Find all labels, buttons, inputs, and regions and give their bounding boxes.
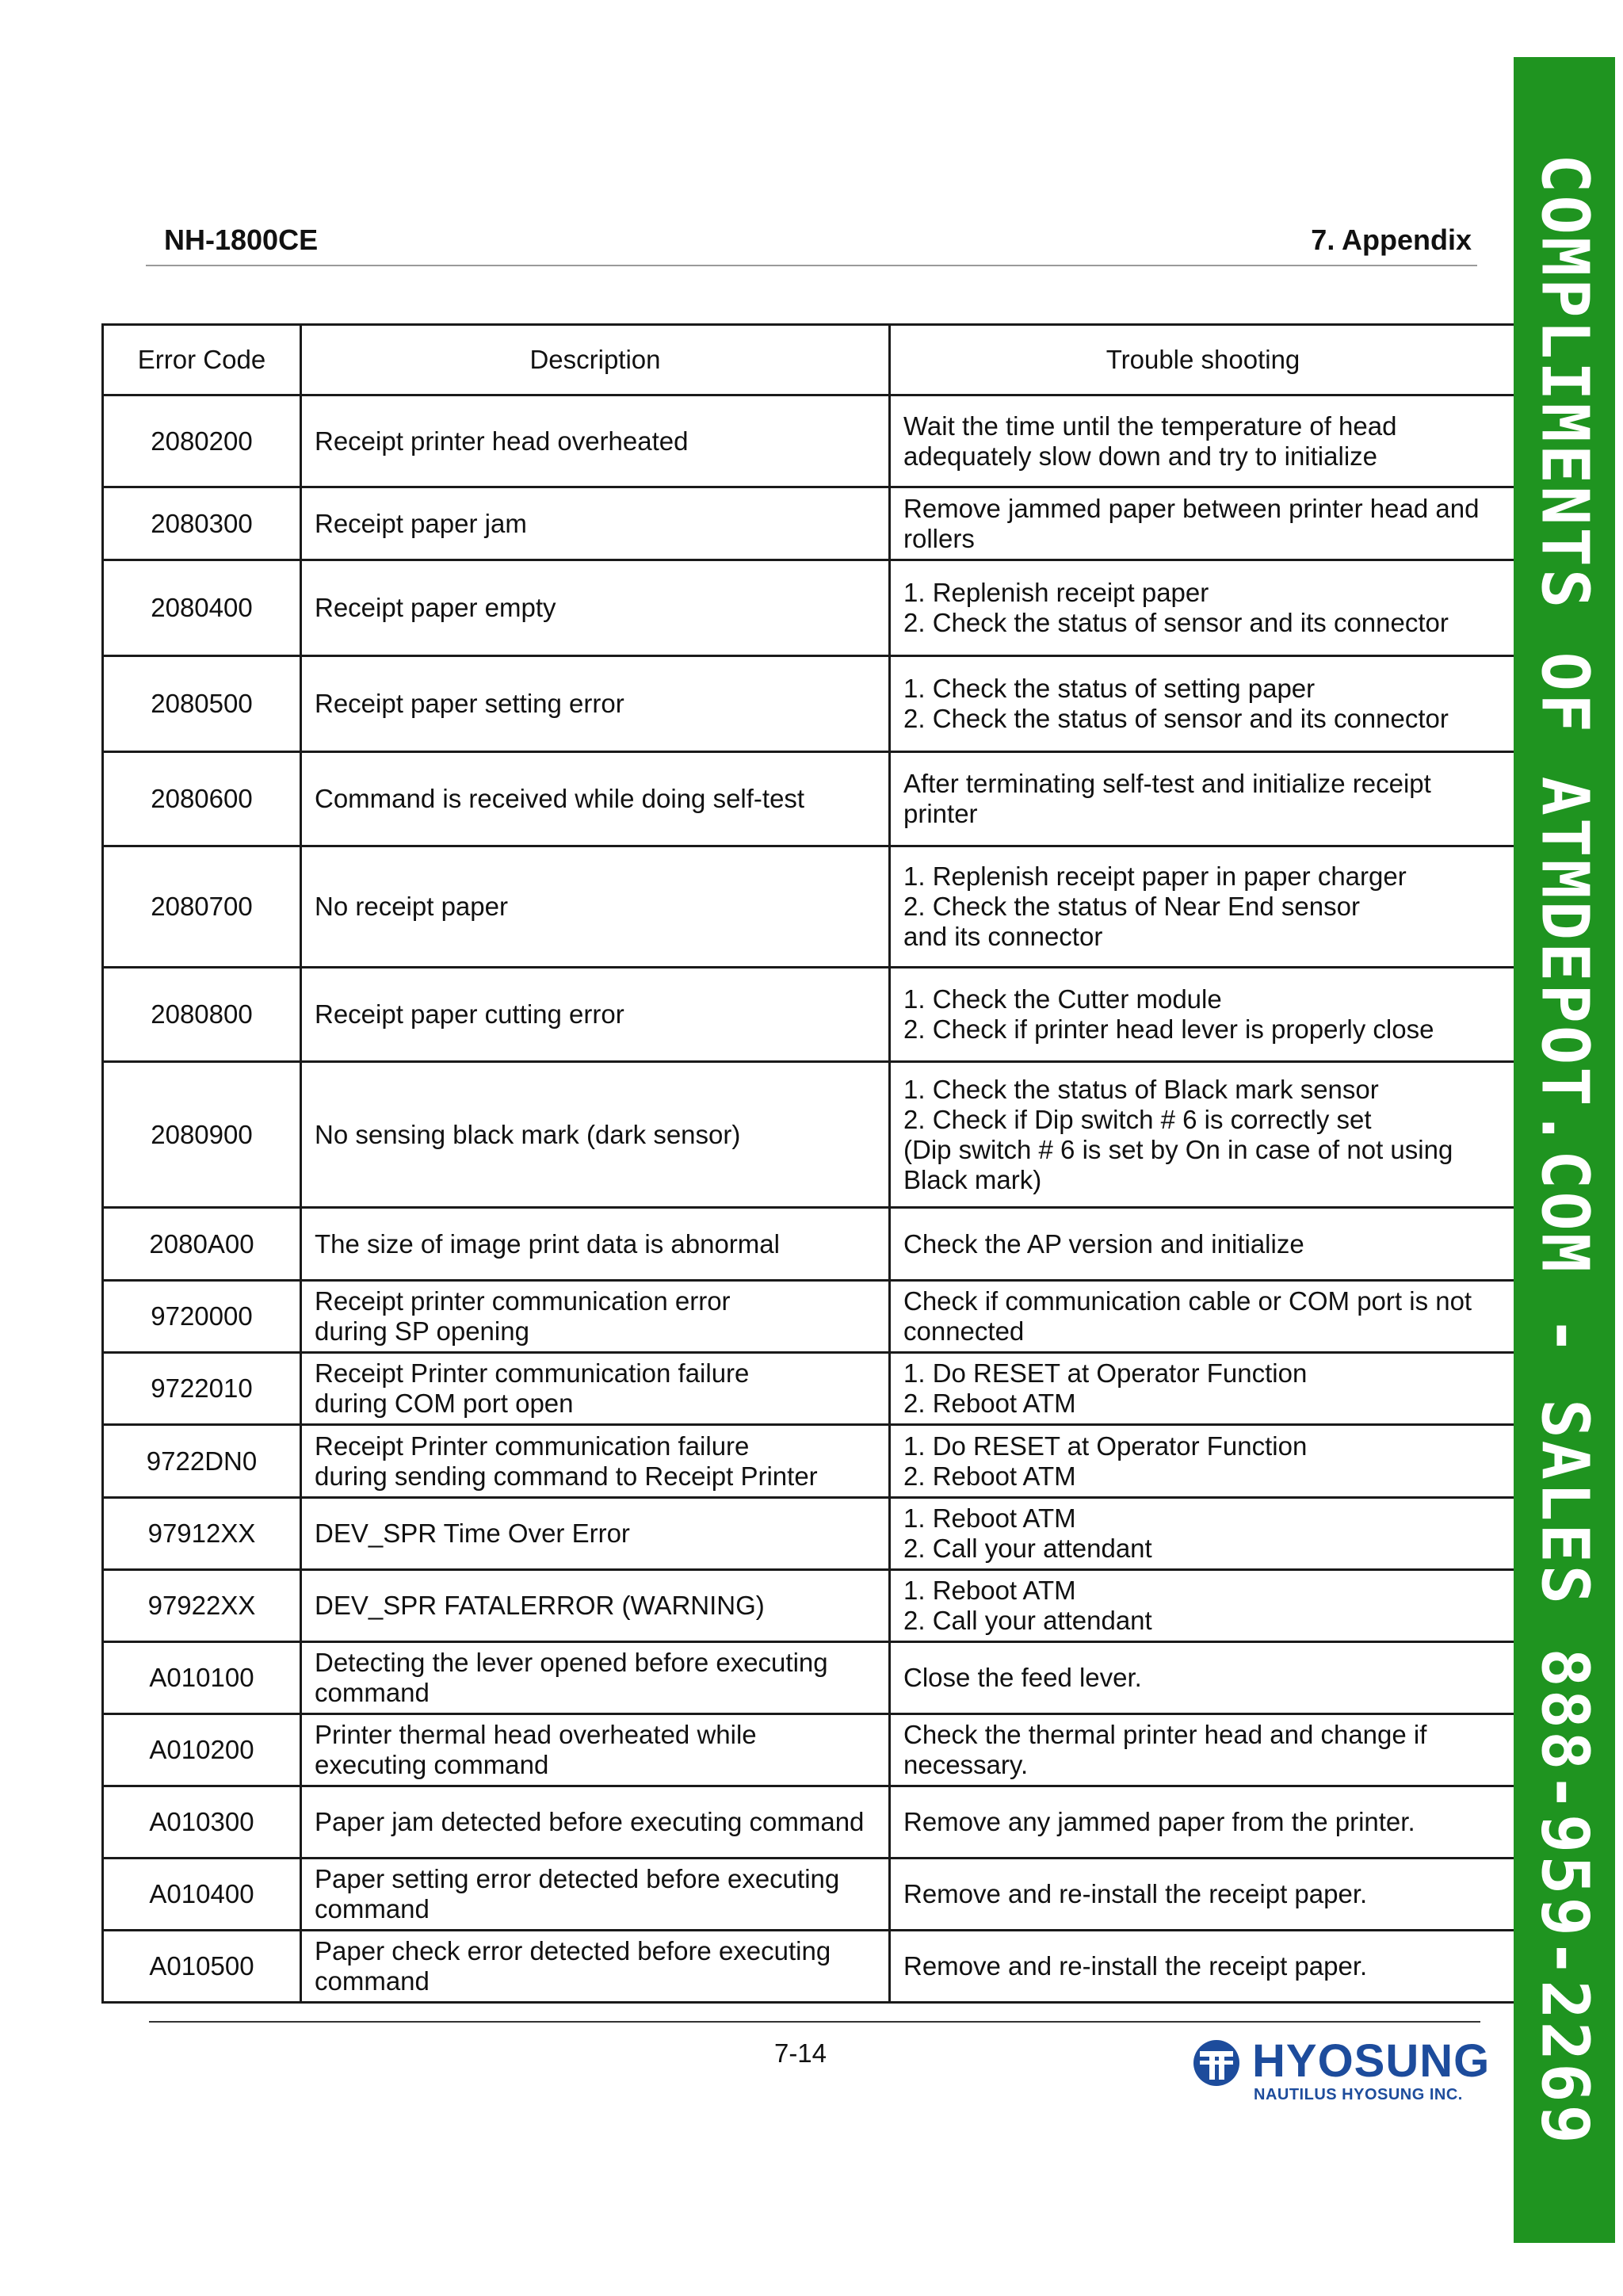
error-code-cell: 2080300 — [103, 487, 301, 560]
description-cell: Receipt printer communication error during SP opening — [301, 1281, 890, 1353]
error-code-cell: A010100 — [103, 1642, 301, 1714]
table-row — [103, 1570, 1517, 1642]
description-cell: Receipt printer head overheated — [301, 395, 890, 487]
error-code-cell: 9722010 — [103, 1353, 301, 1425]
page-number: 7-14 — [773, 2038, 827, 2068]
table-row — [103, 1786, 1517, 1859]
description-cell: No sensing black mark (dark sensor) — [301, 1062, 890, 1208]
trouble-shooting-cell: Remove and re-install the receipt paper. — [890, 1931, 1517, 2003]
trouble-shooting-cell: Remove jammed paper between printer head and rollers — [890, 487, 1517, 560]
description-cell: Printer thermal head overheated while executing command — [301, 1714, 890, 1786]
trouble-shooting-cell: 1. Do RESET at Operator Function 2. Reboot ATM — [890, 1353, 1517, 1425]
error-code-cell: 2080500 — [103, 656, 301, 752]
description-cell: Receipt paper empty — [301, 560, 890, 656]
model-name: NH-1800CE — [164, 223, 319, 256]
table-row — [103, 560, 1517, 656]
error-code-cell: 9720000 — [103, 1281, 301, 1353]
description-cell: Paper jam detected before executing command — [301, 1786, 890, 1859]
trouble-shooting-cell: Check the AP version and initialize — [890, 1208, 1517, 1281]
trouble-shooting-cell: After terminating self-test and initialize receipt printer — [890, 752, 1517, 846]
error-code-cell: A010200 — [103, 1714, 301, 1786]
error-code-cell: 97912XX — [103, 1498, 301, 1570]
error-code-cell: 2080A00 — [103, 1208, 301, 1281]
trouble-shooting-cell: Remove any jammed paper from the printer. — [890, 1786, 1517, 1859]
description-cell: Receipt Printer communication failure during COM port open — [301, 1353, 890, 1425]
table-row — [103, 1714, 1517, 1786]
description-cell: Receipt Printer communication failure during sending command to Receipt Printer — [301, 1425, 890, 1498]
table-row — [103, 1425, 1517, 1498]
table-row — [103, 1281, 1517, 1353]
description-cell: Paper check error detected before executing command — [301, 1931, 890, 2003]
error-code-cell: 9722DN0 — [103, 1425, 301, 1498]
error-code-cell: 2080900 — [103, 1062, 301, 1208]
error-code-cell: 2080400 — [103, 560, 301, 656]
description-cell: Receipt paper jam — [301, 487, 890, 560]
description-cell: Paper setting error detected before executing command — [301, 1859, 890, 1931]
table-row — [103, 1859, 1517, 1931]
description-cell: No receipt paper — [301, 846, 890, 968]
trouble-shooting-cell: 1. Reboot ATM 2. Call your attendant — [890, 1498, 1517, 1570]
table-row — [103, 487, 1517, 560]
table-row — [103, 1931, 1517, 2003]
page-header — [164, 223, 1472, 255]
trouble-shooting-cell: 1. Reboot ATM 2. Call your attendant — [890, 1570, 1517, 1642]
trouble-shooting-cell: 1. Check the status of Black mark sensor 2. Check if Dip switch # 6 is correctly set (Dip switch # 6 is set by On in case of not using Black mark) — [890, 1062, 1517, 1208]
table-row — [103, 846, 1517, 968]
table-row — [103, 1208, 1517, 1281]
trouble-shooting-cell: 1. Replenish receipt paper in paper charger 2. Check the status of Near End sensor and its connector — [890, 846, 1517, 968]
table-row — [103, 656, 1517, 752]
error-code-cell: 97922XX — [103, 1570, 301, 1642]
trouble-shooting-cell: 1. Replenish receipt paper 2. Check the status of sensor and its connector — [890, 560, 1517, 656]
trouble-shooting-cell: 1. Do RESET at Operator Function 2. Reboot ATM — [890, 1425, 1517, 1498]
error-code-cell: 2080200 — [103, 395, 301, 487]
table-row — [103, 1062, 1517, 1208]
trouble-shooting-cell: Check if communication cable or COM port is not connected — [890, 1281, 1517, 1353]
header-divider — [146, 265, 1477, 266]
table-row — [103, 752, 1517, 846]
description-cell: Command is received while doing self-test — [301, 752, 890, 846]
error-code-cell: A010400 — [103, 1859, 301, 1931]
description-cell: Receipt paper setting error — [301, 656, 890, 752]
column-header-error-code: Error Code — [103, 325, 301, 395]
error-code-table — [101, 323, 1518, 2004]
footer-divider — [149, 2021, 1480, 2023]
trouble-shooting-cell: 1. Check the status of setting paper 2. Check the status of sensor and its connector — [890, 656, 1517, 752]
trouble-shooting-cell: 1. Check the Cutter module 2. Check if printer head lever is properly close — [890, 968, 1517, 1062]
hyosung-emblem-icon — [1192, 2038, 1241, 2088]
description-cell: DEV_SPR Time Over Error — [301, 1498, 890, 1570]
error-code-cell: A010300 — [103, 1786, 301, 1859]
error-code-cell: 2080700 — [103, 846, 301, 968]
description-cell: Receipt paper cutting error — [301, 968, 890, 1062]
error-code-cell: A010500 — [103, 1931, 301, 2003]
column-header-description: Description — [301, 325, 890, 395]
trouble-shooting-cell: Wait the time until the temperature of head adequately slow down and try to initialize — [890, 395, 1517, 487]
error-code-cell: 2080800 — [103, 968, 301, 1062]
logo-subtitle: NAUTILUS HYOSUNG INC. — [1254, 2086, 1463, 2103]
description-cell: The size of image print data is abnormal — [301, 1208, 890, 1281]
table-header-row — [103, 325, 1517, 395]
column-header-trouble-shooting: Trouble shooting — [890, 325, 1517, 395]
table-row — [103, 395, 1517, 487]
table-row — [103, 968, 1517, 1062]
description-cell: DEV_SPR FATALERROR (WARNING) — [301, 1570, 890, 1642]
promo-banner-text: COMPLIMENTS OF ATMDEPOT.COM - SALES 888-959-2269 — [1526, 154, 1602, 2146]
error-code-cell: 2080600 — [103, 752, 301, 846]
table-row — [103, 1498, 1517, 1570]
trouble-shooting-cell: Remove and re-install the receipt paper. — [890, 1859, 1517, 1931]
trouble-shooting-cell: Close the feed lever. — [890, 1642, 1517, 1714]
table-row — [103, 1642, 1517, 1714]
description-cell: Detecting the lever opened before executing command — [301, 1642, 890, 1714]
section-title: 7. Appendix — [1311, 223, 1472, 256]
table-row — [103, 1353, 1517, 1425]
hyosung-logo — [1192, 2035, 1491, 2107]
trouble-shooting-cell: Check the thermal printer head and change if necessary. — [890, 1714, 1517, 1786]
logo-brand: HYOSUNG — [1252, 2035, 1491, 2087]
